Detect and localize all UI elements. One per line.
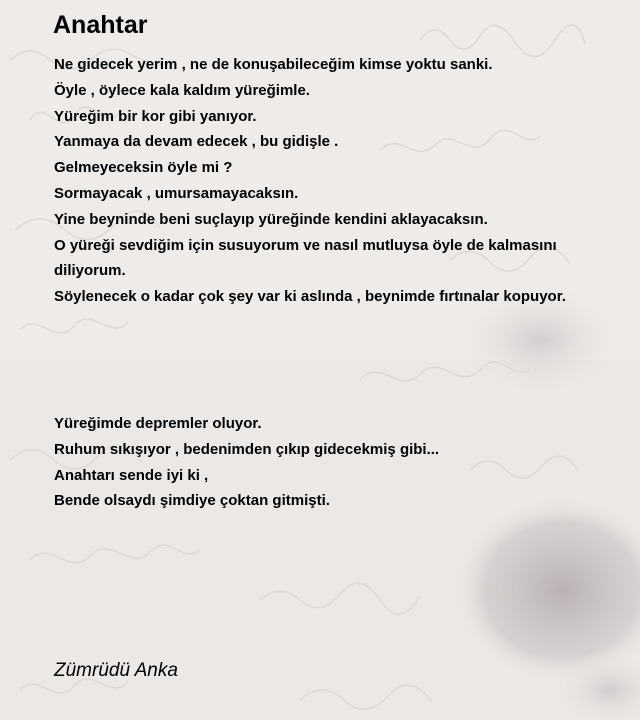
poem-line: Söylenecek o kadar çok şey var ki aslında , beynimde fırtınalar kopuyor. xyxy=(54,288,566,306)
poem-line: Yanmaya da devam edecek , bu gidişle . xyxy=(54,133,339,151)
poem-line: Öyle , öylece kala kaldım yüreğimle. xyxy=(54,81,310,99)
poem-line: Anahtarı sende iyi ki , xyxy=(54,466,209,484)
poem-author: Zümrüdü Anka xyxy=(54,660,178,681)
stanza-2 xyxy=(54,411,439,514)
poem-line: Gelmeyeceksin öyle mi ? xyxy=(54,159,233,177)
poem-title: Anahtar xyxy=(53,11,148,39)
poem-line: O yüreği sevdiğim için susuyorum ve nasıl mutluysa öyle de kalmasını xyxy=(54,236,557,254)
poem-line: Yüreğim bir kor gibi yanıyor. xyxy=(54,107,257,125)
poem-line: Sormayacak , umursamayacaksın. xyxy=(54,184,299,202)
poem-line: Bende olsaydı şimdiye çoktan gitmişti. xyxy=(54,492,330,510)
poem-line: Yüreğimde depremler oluyor. xyxy=(54,415,262,432)
stanza-1 xyxy=(54,52,566,310)
poem-line: Ruhum sıkışıyor , bedenimden çıkıp gidecekmiş gibi... xyxy=(54,440,440,458)
poem-line: Yine beyninde beni suçlayıp yüreğinde kendini aklayacaksın. xyxy=(54,210,488,228)
poem-line: diliyorum. xyxy=(54,262,126,280)
poem-line: Ne gidecek yerim , ne de konuşabileceğim kimse yoktu sanki. xyxy=(54,56,493,73)
